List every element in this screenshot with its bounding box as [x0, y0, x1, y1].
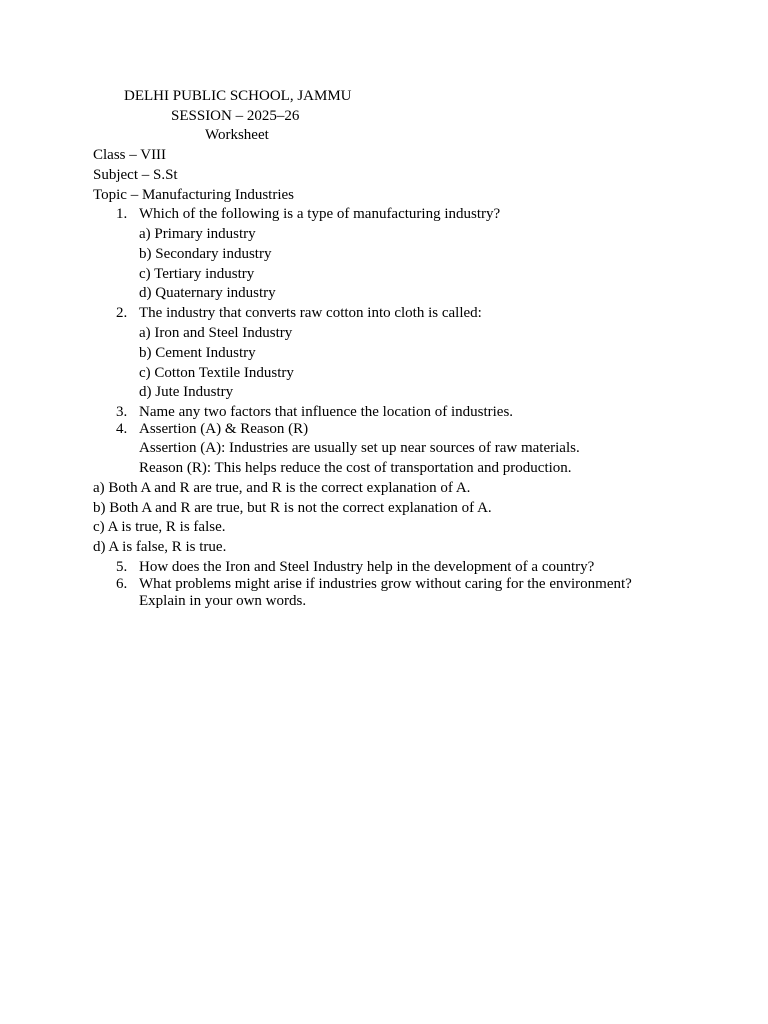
question-text: Which of the following is a type of manufacturing industry? — [139, 206, 501, 222]
session-label: SESSION – 2025–26 — [171, 108, 300, 124]
class-label: Class – VIII — [93, 147, 167, 163]
school-name: DELHI PUBLIC SCHOOL, JAMMU — [124, 88, 352, 104]
reason-text: Reason (R): This helps reduce the cost of transportation and production. — [139, 460, 572, 476]
option-item: c) A is true, R is false. — [93, 519, 226, 535]
question-number: 1. — [116, 206, 128, 222]
option-item: b) Cement Industry — [139, 345, 256, 361]
question-number: 3. — [116, 404, 128, 420]
option-item: c) Tertiary industry — [139, 266, 255, 282]
question-text: How does the Iron and Steel Industry help in the development of a country? — [139, 559, 595, 575]
worksheet-title: Worksheet — [205, 127, 269, 143]
option-item: b) Secondary industry — [139, 246, 272, 262]
question-number: 4. — [116, 421, 128, 437]
question-text-continuation: Explain in your own words. — [139, 593, 307, 609]
option-item: a) Both A and R are true, and R is the correct explanation of A. — [93, 480, 471, 496]
question-number: 6. — [116, 576, 128, 592]
option-item: d) Quaternary industry — [139, 285, 276, 301]
question-text: What problems might arise if industries grow without caring for the environment? — [139, 576, 632, 592]
topic-label: Topic – Manufacturing Industries — [93, 187, 294, 203]
option-item: b) Both A and R are true, but R is not the correct explanation of A. — [93, 500, 492, 516]
option-item: d) A is false, R is true. — [93, 539, 227, 555]
subject-label: Subject – S.St — [93, 167, 178, 183]
option-item: a) Iron and Steel Industry — [139, 325, 293, 341]
question-text: Assertion (A) & Reason (R) — [139, 421, 309, 437]
question-number: 5. — [116, 559, 128, 575]
question-text: The industry that converts raw cotton into cloth is called: — [139, 305, 482, 321]
option-item: a) Primary industry — [139, 226, 256, 242]
assertion-text: Assertion (A): Industries are usually set up near sources of raw materials. — [139, 440, 580, 456]
question-text: Name any two factors that influence the location of industries. — [139, 404, 514, 420]
question-number: 2. — [116, 305, 128, 321]
option-item: d) Jute Industry — [139, 384, 234, 400]
option-item: c) Cotton Textile Industry — [139, 365, 294, 381]
